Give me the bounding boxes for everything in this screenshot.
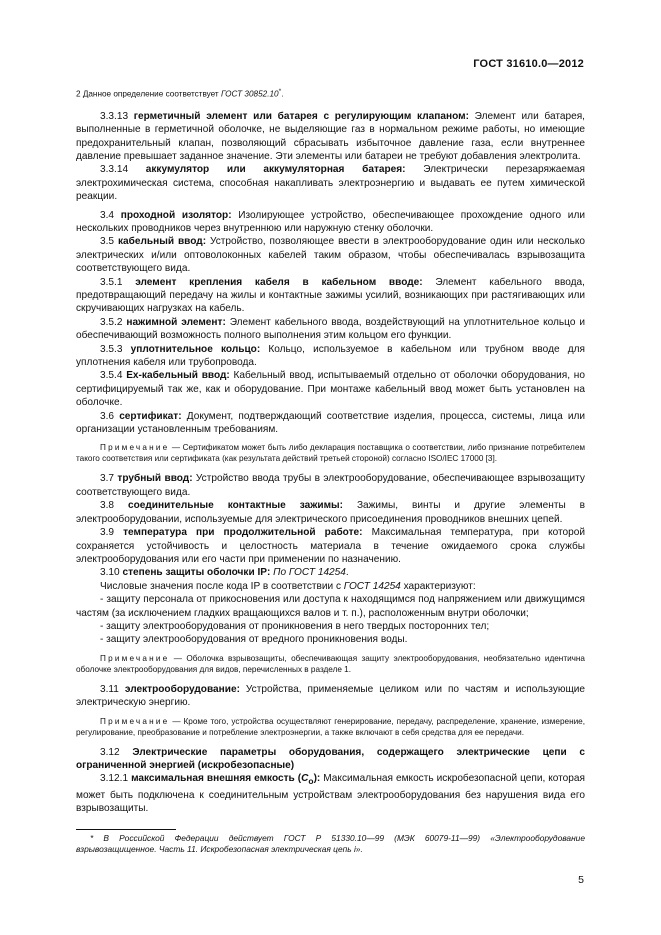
page-content	[76, 86, 585, 816]
clause-3-5: 3.5 кабельный ввод: Устройство, позволяющее ввести в электрооборудование один или несколько электрических и/или оптоволоконных кабелей таким образом, чтобы обеспечивалась взрывозащита соответствующего вида.	[76, 236, 585, 275]
ip-item: - защиту персонала от прикосновения или доступа к находящимся под напряжением или движущимся частям (за исключением гладких вращающихся валов и т. п.), расположенным внутри оболочки;	[76, 594, 585, 619]
clause-3-10: 3.10 степень защиты оболочки IP: По ГОСТ 14254.	[100, 567, 349, 579]
note-3-11: Примечание — Кроме того, устройства осуществляют генерирование, передачу, распределение, хранение, измерение, регулирование, преобразование и потребление электроэнергии, а также включают в себя средства для ее передачи.	[76, 716, 585, 737]
clause-3-4: 3.4 проходной изолятор: Изолирующее устройство, обеспечивающее прохождение одного или нескольких проводников через внутреннюю или наружную стенку оболочки.	[76, 209, 585, 234]
clause-3-3-14: 3.3.14 аккумулятор или аккумуляторная батарея: Электрически перезаряжаемая электрохимическая система, способная накапливать электроэнергию и выдавать ее путем химической реакции.	[76, 164, 586, 203]
footnote: * В Российской Федерации действует ГОСТ Р 51330.10—99 (МЭК 60079-11—99) «Электрооборудование взрывозащищенное. Часть 11. Искробезопасная электрическая цепь i».	[76, 833, 585, 854]
clause-3-5-1: 3.5.1 элемент крепления кабеля в кабельном вводе: Элемент кабельного ввода, предотвращающий передачу на жилы и контактные зажимы усилий, возникающих при растягивающих или скручивающих нагрузках на кабель.	[76, 276, 585, 315]
clause-3-5-2: 3.5.2 нажимной элемент: Элемент кабельного ввода, воздействующий на уплотнительное кольцо и обеспечивающий возможность полного выполнения этим кольцом его функции.	[76, 316, 585, 342]
ip-item: - защиту электрооборудования от вредного проникновения воды.	[100, 634, 408, 646]
document-header: ГОСТ 31610.0—2012	[473, 58, 584, 70]
clause-3-7: 3.7 трубный ввод: Устройство ввода трубы в электрооборудование, обеспечивающее взрывозащиту соответствующего вида.	[76, 473, 585, 498]
ip-item: - защиту электрооборудования от проникновения в него твердых посторонних тел;	[100, 620, 490, 632]
clause-3-12: 3.12 Электрические параметры оборудования, содержащего электрические цепи с ограниченной энергией (искробезопасные)	[76, 746, 585, 771]
clause-3-6: 3.6 сертификат: Документ, подтверждающий соответствие изделия, процесса, системы, лица или организации установленным требованиям.	[76, 410, 586, 436]
clause-3-11: 3.11 электрооборудование: Устройства, применяемые целиком или по частям и использующие электрическую энергию.	[76, 683, 585, 709]
clause-3-5-3: 3.5.3 уплотнительное кольцо: Кольцо, используемое в кабельном или трубном вводе для уплотнения кабеля или трубопровода.	[76, 343, 585, 369]
clause-3-12-1: 3.12.1 максимальная внешняя емкость $(C_o)$: Максимальная емкость искробезопасной цепи, которая может быть подключена к соединительным устройствам электрооборудования без нарушения вида его взрывозащиты.	[76, 773, 585, 815]
note-3-10: Примечание — Оболочка взрывозащиты, обеспечивающая защиту электрооборудования, необязательно идентична оболочке электрооборудования для видов, перечисленных в разделе 1.	[76, 653, 585, 674]
clause-3-5-4: 3.5.4 Ex-кабельный ввод: Кабельный ввод, испытываемый отдельно от оболочки оборудования, но сертифицируемый так же, как и оборудование. При монтаже кабельный ввод может быть установлен на оболочке.	[76, 370, 585, 409]
note-top: 2 Данное определение соответствует ГОСТ 30852.10*.	[76, 88, 284, 99]
clause-3-9: 3.9 температура при продолжительной работе: Максимальная температура, при которой сохраняется устойчивость и целостность материала в течение ожидаемого срока службы электрооборудования или его части при применении по назначению.	[76, 527, 585, 565]
clause-3-8: 3.8 соединительные контактные зажимы: Зажимы, винты и другие элементы в электрооборудовании, используемые для электрического присоединения проводников внешних цепей.	[76, 500, 585, 525]
ip-intro: Числовые значения после кода IP в соответствии с ГОСТ 14254 характеризуют:	[100, 580, 476, 592]
clause-3-3-13: 3.3.13 герметичный элемент или батарея с регулирующим клапаном: Элемент или батарея, выполненные в герметичной оболочке, не выделяющие газ в нормальном режиме работы, но имеющие предохранительный клапан, позволяющий сбрасывать избыточное давление газа, если внутреннее давление превышает заданное значение. Эти элементы или батареи не требуют добавления электролита.	[76, 110, 585, 162]
footnote-divider	[76, 829, 176, 830]
note-3-6: Примечание — Сертификатом может быть либо декларация поставщика о соответствии, либо признание потребителем такого соответствия или сертификата (как результата действий третьей стороной) согласно ISO/IEC 17000 [3].	[76, 443, 585, 464]
page-number: 5	[578, 874, 584, 886]
